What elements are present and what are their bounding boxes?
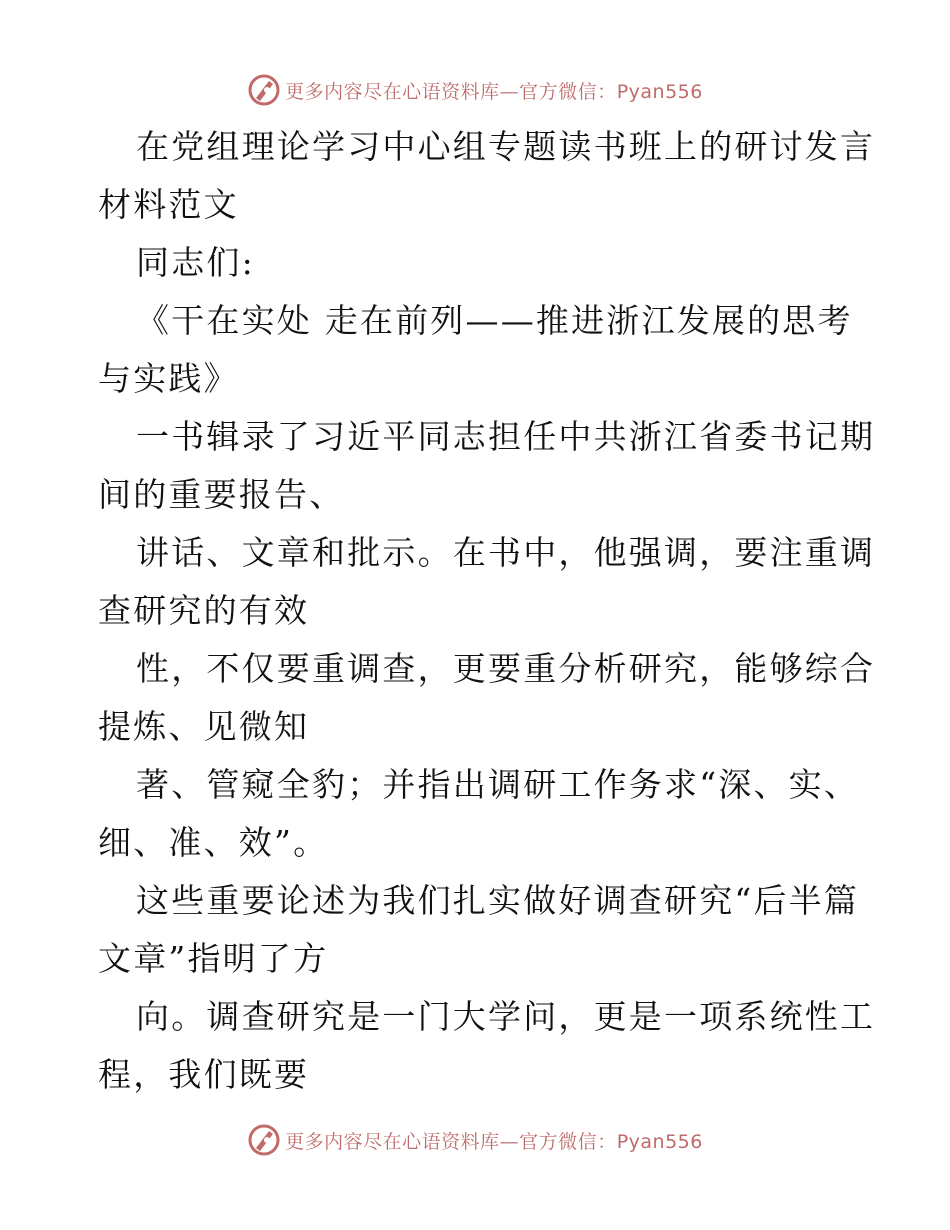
doc-line: 一书辑录了习近平同志担任中共浙江省委书记期 bbox=[136, 417, 876, 456]
doc-line: 程，我们既要 bbox=[98, 1055, 310, 1094]
document-body bbox=[98, 118, 876, 1104]
banner-text bbox=[285, 77, 703, 104]
doc-line: 提炼、见微知 bbox=[98, 707, 310, 746]
banner-wechat-id: Pyan556 bbox=[616, 1130, 703, 1153]
banner-wechat-label: 官方微信： bbox=[519, 1130, 617, 1153]
doc-line: 向。调查研究是一门大学问，更是一项系统性工 bbox=[136, 997, 876, 1036]
banner-wechat-label: 官方微信： bbox=[519, 80, 617, 103]
banner-separator: — bbox=[499, 80, 520, 103]
doc-line: 《干在实处 走在前列——推进浙江发展的思考 bbox=[136, 301, 853, 340]
doc-line: 著、管窥全豹；并指出调研工作务求“深、实、 bbox=[136, 765, 860, 804]
doc-line: 细、准、效”。 bbox=[98, 823, 329, 862]
pen-logo-icon bbox=[247, 1123, 281, 1157]
banner-text bbox=[285, 1127, 703, 1154]
footer-watermark-banner bbox=[0, 1120, 950, 1160]
doc-line: 这些重要论述为我们扎实做好调查研究“后半篇 bbox=[136, 881, 860, 920]
banner-title: 更多内容尽在心语资料库 bbox=[285, 1130, 500, 1153]
doc-title-line-1: 在党组理论学习中心组专题读书班上的研讨发言 bbox=[136, 127, 876, 166]
doc-line: 查研究的有效 bbox=[98, 591, 310, 630]
doc-line: 文章”指明了方 bbox=[98, 939, 329, 978]
doc-line: 性，不仅要重调查，更要重分析研究，能够综合 bbox=[136, 649, 876, 688]
header-watermark-banner bbox=[0, 70, 950, 110]
doc-title-line-2: 材料范文 bbox=[98, 185, 239, 224]
doc-line: 讲话、文章和批示。在书中，他强调，要注重调 bbox=[136, 533, 876, 572]
doc-salutation: 同志们: bbox=[136, 243, 255, 282]
pen-logo-icon bbox=[247, 73, 281, 107]
doc-line: 与实践》 bbox=[98, 359, 239, 398]
banner-separator: — bbox=[499, 1130, 520, 1153]
banner-title: 更多内容尽在心语资料库 bbox=[285, 80, 500, 103]
banner-wechat-id: Pyan556 bbox=[616, 80, 703, 103]
doc-line: 间的重要报告、 bbox=[98, 475, 345, 514]
